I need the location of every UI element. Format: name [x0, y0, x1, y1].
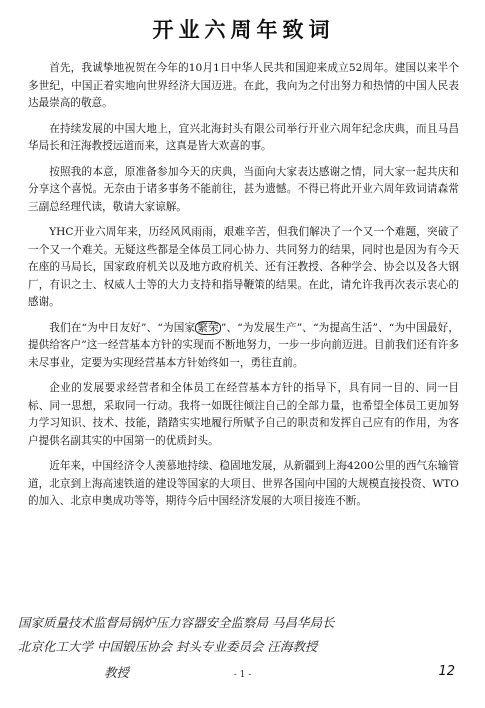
handwritten-note-number: 12 — [438, 664, 455, 679]
paragraph-1: 首先，我诚挚地祝贺在今年的10月1日中华人民共和国迎来成立52周年。建国以来半个多世纪，中国正着实地向世界经济大国迈进。在此，我向为之付出努力和热情的中国人民表达最崇高的敬意。 — [28, 62, 459, 109]
paragraph-7: 近年来，中国经济令人羡慕地持续、稳固地发展，从新疆到上海4200公里的西气东输管道，北京到上海高速铁道的建设等国家的大项目、世界各国向中国的大规模直接投资、WTO的加入、北京申奥成功等等，期待今后中国经济发展的大项目接连不断。 — [28, 460, 459, 507]
paragraph-6: 企业的发展要求经营者和全体员工在经营基本方针的指导下，具有同一目的、同一目标、同一思想，采取同一行动。我将一如既往倾注自己的全部力量，也希望全体员工更加努力学习知识、技术、技能，踏踏实实地履行所赋予自己的职责和发挥自己应有的作用，为客户提供名副其实的中国第一的优质封头。 — [28, 382, 459, 447]
paragraph-5: 我们在“为中日友好”、“为国家 繁荣 ”、“为发展生产”、“为提高生活”、“为中国最好，提供给客户”这一经营基本方针的实现而不断地努力，一步一步向前迈进。目前我们还有许多未尽事业，定要为实现经营基本方针始终如一，勇往直前。 — [28, 321, 460, 369]
document-title: 开业六周年致词 — [152, 17, 335, 42]
circled-phrase: 繁荣 — [197, 321, 219, 334]
handwritten-note-line-2: 北京化工大学 中国锻压协会 封头专业委员会 汪海教授 — [18, 639, 318, 654]
paragraph-4: YHC开业六周年来，历经风风雨雨，艰难辛苦，但我们解决了一个又一个难题，突破了一个又一个难关。无疑这些都是全体员工同心协力、共同努力的结果，同时也是因为有今天在座的马局长，国家政府机关以及地方政府机关、还有汪教授、各种学会、协会以及各大钢厂，有识之士、权威人士等的大力支持和指导鞭策的结果。在此，请允许我再次表示衷心的感谢。 — [28, 226, 459, 308]
paragraph-2: 在持续发展的中国大地上，宜兴北海封头有限公司举行开业六周年纪念庆典，而且马昌华局长和汪海教授远道而来，这真是皆大欢喜的事。 — [28, 122, 459, 152]
paragraph-3: 按照我的本意，原准备参加今天的庆典，当面向大家表达感谢之情，同大家一起共庆和分享这个喜悦。无奈由于诸多事务不能前往，甚为遗憾。不得已将此开业六周年致词请森常三副总经理代读，敬请大家谅解。 — [28, 165, 459, 213]
handwritten-note-line-1: 国家质量技术监督局锅炉压力容器安全监察局 马昌华局长 — [18, 615, 335, 630]
handwritten-note-line-3: 教授 — [104, 665, 130, 680]
page-number: - 1 - — [233, 670, 252, 680]
document-page — [0, 14, 485, 708]
